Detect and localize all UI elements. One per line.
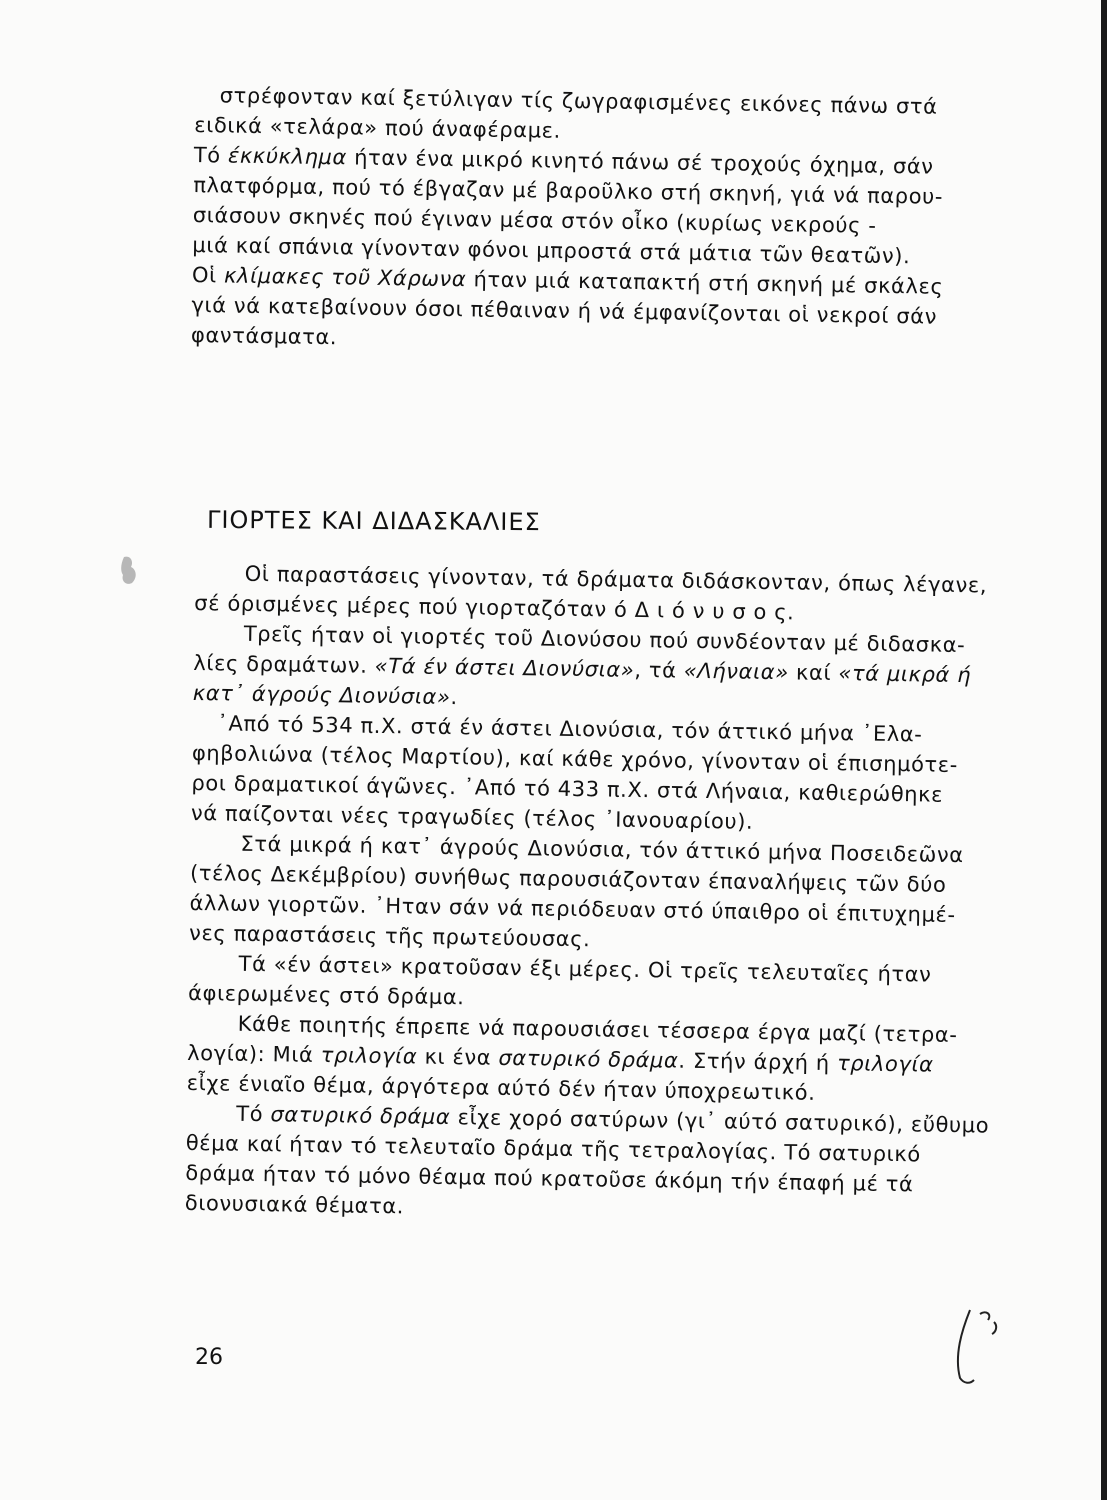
text-fragment: Τό (236, 1101, 271, 1127)
text-line: ᾽Από τό 534 π.Χ. στά έν άστει Διονύσια, τόν άττικό μήνα ᾽Ελα- (217, 711, 923, 747)
text-fragment: Τό (193, 142, 229, 168)
term-trilogy-2: τριλογία (836, 1051, 934, 1077)
text-line: (τέλος Δεκέμβρίου) συνήθως παρουσιάζονταν έπαναλήψεις τῶν δύο (189, 860, 947, 897)
text-fragment: ήταν ένα μικρό κινητό πάνω σέ τροχούς όχημα, σάν (346, 145, 934, 179)
section-heading: ΓΙΟΡΤΕΣ ΚΑΙ ΔΙΔΑΣΚΑΛΙΕΣ (206, 505, 541, 537)
text-line: Τρεῖς ήταν οἱ γιορτές τοῦ Διονύσου πού συνδέονταν μέ διδασκα- (243, 621, 966, 658)
text-line: άφιερωμένες στό δράμα. (187, 980, 465, 1010)
text-fragment: λογία): Μιά (187, 1040, 321, 1068)
text-line: Οἱ παραστάσεις γίνονταν, τά δράματα διδάσκονταν, όπως λέγανε, (244, 561, 988, 598)
text-fragment: κι ένα (417, 1044, 499, 1070)
term-satyr-play: σατυρικό δράμα (498, 1045, 679, 1073)
text-fragment: λίες δραμάτων. (193, 650, 375, 678)
text-line: γιά νά κατεβαίνουν όσοι πέθαιναν ή νά έμφανίζονται οἱ νεκροί σάν (191, 292, 938, 329)
term-klimakes: κλίμακες τοῦ Χάρωνα (223, 263, 467, 292)
text-fragment: . Στήν άρχή ή (678, 1048, 838, 1076)
text-line: σέ όρισμένες μέρες πού γιορταζόταν ό Δ ι ό ν υ σ ο ς. (194, 590, 795, 625)
text-line: Κάθε ποιητής έπρεπε νά παρουσιάσει τέσσερα έργα μαζί (τετρα- (237, 1011, 958, 1048)
text-line: φαντάσματα. (190, 322, 338, 350)
text-line: δράμα ήταν τό μόνο θέαμα πού κρατοῦσε άκόμη τήν έπαφή μέ τά (185, 1160, 914, 1197)
term-rural-dionysia: «τά μικρά ή (838, 661, 972, 688)
text-line: ειδικά «τελάρα» πού άναφέραμε. (194, 112, 562, 143)
text-fragment: Οἱ (191, 262, 225, 288)
text-fragment: καί (788, 660, 839, 686)
text-line: σιάσουν σκηνές πού έγιναν μέσα στόν οἶκο (κυρίως νεκρούς - (192, 202, 877, 238)
text-line: στρέφονταν καί ξετύλιγαν τίς ζωγραφισμένες εικόνες πάνω στά (219, 83, 938, 119)
text-line: θέμα καί ήταν τό τελευταῖο δράμα τῆς τετραλογίας. Τό σατυρικό (185, 1130, 921, 1167)
text-fragment: . (450, 685, 458, 710)
text-line: Στά μικρά ή κατ᾽ άγρούς Διονύσια, τόν άττικό μήνα Ποσειδεῶνα (240, 831, 964, 868)
text-line: νες παραστάσεις τῆς πρωτεύουσας. (188, 920, 591, 952)
text-line: εἶχε ένιαῖο θέμα, άργότερα αύτό δέν ήταν ύποχρεωτικό. (186, 1070, 816, 1105)
term-trilogy: τριλογία (320, 1043, 418, 1069)
text-fragment: , τά (634, 657, 685, 683)
text-fragment: ήταν μιά καταπακτή στή σκηνή μέ σκάλες (466, 267, 944, 299)
page-number: 26 (195, 1345, 223, 1370)
term-rural-dionysia-cont: κατ᾽ άγρούς Διονύσια» (192, 680, 451, 710)
text-line: διονυσιακά θέματα. (184, 1190, 405, 1219)
text-line: μιά καί σπάνια γίνονταν φόνοι μπροστά στά μάτια τῶν θεατῶν). (192, 232, 911, 269)
text-line: ροι δραματικοί άγῶνες. ᾽Από τό 433 π.Χ. στά Λήναια, καθιερώθηκε (191, 770, 944, 807)
text-line: φηβολιώνα (τέλος Μαρτίου), καί κάθε χρόνο, γίνονταν οἱ έπισημότε- (191, 740, 959, 778)
text-line: άλλων γιορτῶν. ᾽Ηταν σάν νά περιόδευαν στό ύπαιθρο οἱ έπιτυχημέ- (189, 890, 956, 927)
term-satyr-play-2: σατυρικό δράμα (270, 1102, 451, 1130)
term-dionysia-city: «Τά έν άστει Διονύσια» (374, 653, 635, 682)
text-line: πλατφόρμα, πού τό έβγαζαν μέ βαροῦλκο στή σκηνή, γιά νά παρου- (193, 172, 944, 209)
text-line: νά παίζονται νέες τραγωδίες (τέλος ᾽Ιανουαρίου). (190, 800, 754, 834)
term-lenaia: «Λήναια» (683, 658, 789, 685)
term-ekkyklima: έκκύκλημα (227, 143, 348, 170)
text-fragment: εἶχε χορό σατύρων (γι᾽ αύτό σατυρικό), εὔθυμο (450, 1105, 990, 1138)
text-line: Τά «έν άστει» κρατοῦσαν έξι μέρες. Οἱ τρεῖς τελευταῖες ήταν (238, 951, 932, 987)
